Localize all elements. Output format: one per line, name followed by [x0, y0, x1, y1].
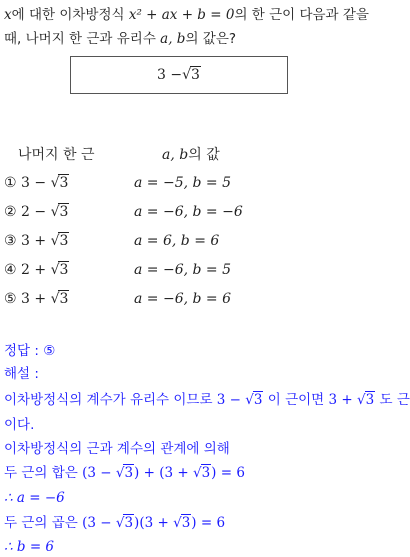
sqrt-symbol: √3 [173, 515, 191, 531]
option-number: ④ [4, 262, 17, 278]
option-radicand: 3 [59, 233, 69, 249]
expr-part: ) = 6 [191, 515, 226, 531]
answer-value: ⑤ [43, 343, 56, 359]
solution-line-1-cont: 이다. [4, 417, 35, 433]
question-line-2 [4, 30, 236, 48]
option-ab: a = −6, b = −6 [134, 204, 243, 220]
expr-part: (3 − [82, 465, 116, 481]
radicand: 3 [253, 392, 263, 408]
option-4[interactable] [4, 261, 232, 279]
option-ab: a = −5, b = 5 [134, 175, 232, 191]
solution-text: 두 근의 곱은 [4, 515, 83, 531]
solution-text: 이차방정식의 계수가 유리수 이므로 [4, 392, 217, 408]
question-text-2a: 때, 나머지 한 근과 유리수 [4, 31, 161, 47]
header-right-text: 의 값 [188, 147, 220, 163]
sqrt-symbol: √3 [50, 262, 69, 278]
solution-line-1 [4, 391, 410, 409]
option-root-prefix: 2 − [21, 204, 51, 220]
solution-text: 도 근 [375, 392, 410, 408]
option-radicand: 3 [59, 262, 69, 278]
option-1[interactable] [4, 174, 232, 192]
question-line-1 [4, 6, 369, 24]
sqrt-symbol: √3 [115, 465, 134, 481]
option-radicand: 3 [59, 204, 69, 220]
answer-line [4, 342, 55, 360]
option-number: ③ [4, 233, 17, 249]
solution-line-2: 이차방정식의 근과 계수의 관계에 의해 [4, 441, 230, 457]
radicand: 3 [201, 465, 211, 481]
sqrt-symbol: √3 [115, 515, 134, 531]
option-root-prefix: 2 + [21, 262, 51, 278]
option-3[interactable] [4, 232, 220, 250]
header-left: 나머지 한 근 [18, 147, 95, 163]
sqrt-symbol: √3 [50, 204, 69, 220]
radicand: 3 [124, 515, 134, 531]
radicand: 3 [124, 465, 134, 481]
radicand: 3 [365, 392, 375, 408]
root-prefix: 3 − [216, 392, 246, 408]
option-number: ⑤ [4, 291, 17, 307]
var-x: x [4, 7, 12, 23]
given-root-radicand: 3 [191, 67, 200, 83]
option-ab: a = −6, b = 6 [134, 291, 232, 307]
question-text-1a: 에 대한 이차방정식 [11, 7, 129, 23]
option-root-prefix: 3 + [21, 233, 51, 249]
given-root-box [70, 56, 288, 94]
option-radicand: 3 [59, 291, 69, 307]
sqrt-symbol: √3 [357, 392, 375, 408]
question-text-1b: 의 한 근이 다음과 같을 [234, 7, 369, 23]
sqrt-symbol: √3 [192, 465, 211, 481]
question-text-2b: 의 값은? [185, 31, 237, 47]
option-radicand: 3 [59, 175, 69, 191]
expr-part: )(3 + [134, 515, 174, 531]
expr-part: ) = 6 [211, 465, 245, 481]
expr-part: ) + (3 + [134, 465, 193, 481]
sqrt-symbol: √3 [182, 67, 200, 83]
solution-line-4: ∴ a = −6 [4, 490, 65, 506]
explanation-label: 해설 : [4, 366, 39, 382]
solution-text: 두 근의 합은 [4, 465, 83, 481]
solution-line-3 [4, 464, 245, 482]
root-prefix: 3 + [328, 392, 357, 408]
solution-text: 이 근이면 [263, 392, 329, 408]
radicand: 3 [181, 515, 191, 531]
option-root-prefix: 3 − [21, 175, 51, 191]
option-root-prefix: 3 + [21, 291, 51, 307]
header-vars: a, b [162, 147, 189, 163]
sqrt-symbol: √3 [50, 291, 69, 307]
sqrt-symbol: √3 [50, 175, 69, 191]
option-5[interactable] [4, 290, 232, 308]
option-2[interactable] [4, 203, 243, 221]
equation: x² + ax + b = 0 [128, 7, 235, 23]
solution-line-5 [4, 514, 225, 532]
sqrt-symbol: √3 [245, 392, 263, 408]
option-number: ① [4, 175, 17, 191]
answer-label: 정답 : [4, 343, 44, 359]
option-ab: a = 6, b = 6 [134, 233, 220, 249]
given-root-prefix: 3 − [157, 67, 183, 83]
option-number: ② [4, 204, 17, 220]
option-ab: a = −6, b = 5 [134, 262, 232, 278]
expr-part: (3 − [82, 515, 116, 531]
sqrt-symbol: √3 [50, 233, 69, 249]
vars-ab: a, b [160, 31, 186, 47]
solution-line-6: ∴ b = 6 [4, 539, 55, 555]
